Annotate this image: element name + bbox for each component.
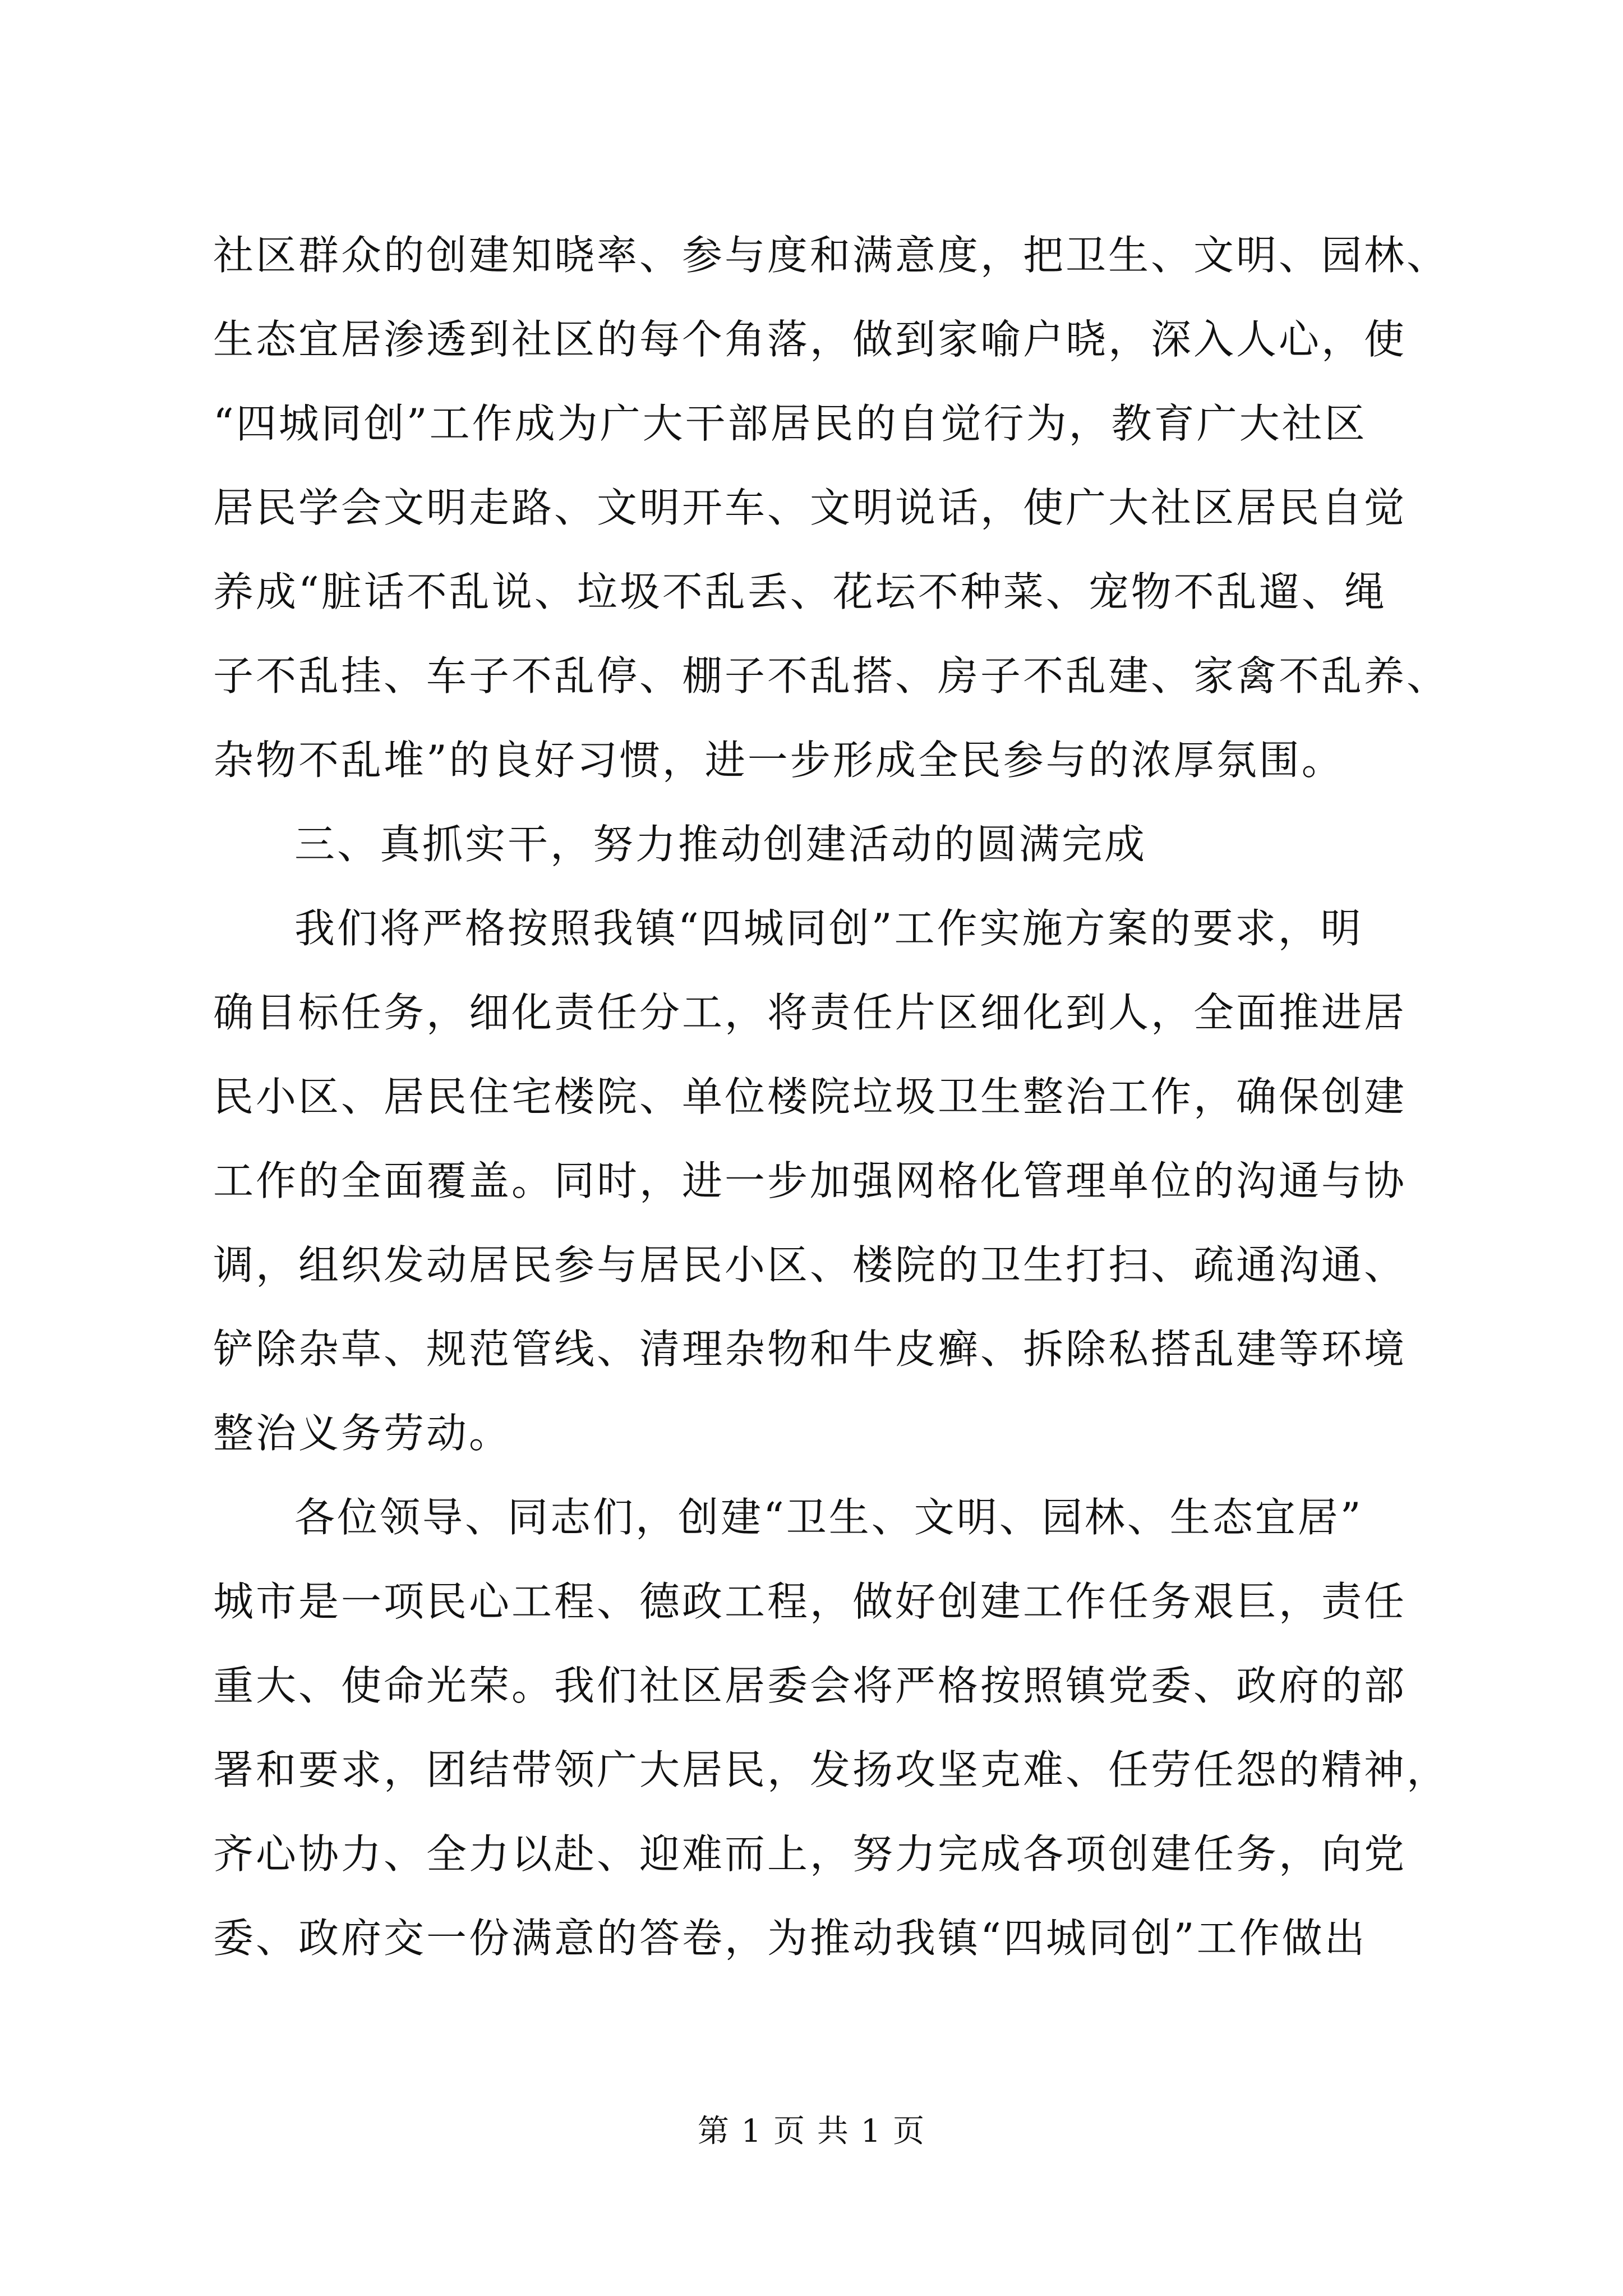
text-line: 工作的全面覆盖。同时，进一步加强网格化管理单位的沟通与协 — [213, 1157, 1407, 1204]
text-line: 民小区、居民住宅楼院、单位楼院垃圾卫生整治工作，确保创建 — [213, 1073, 1407, 1120]
text-line: 居民学会文明走路、文明开车、文明说话，使广大社区居民自觉 — [213, 484, 1407, 531]
text-line: 齐心协力、全力以赴、迎难而上，努力完成各项创建任务，向党 — [213, 1830, 1407, 1878]
page-number-footer: 第 1 页 共 1 页 — [697, 2113, 926, 2150]
text-line: 整治义务劳动。 — [213, 1410, 512, 1457]
text-line: 城市是一项民心工程、德政工程，做好创建工作任务艰巨，责任 — [213, 1578, 1407, 1625]
text-line: 确目标任务，细化责任分工，将责任片区细化到人，全面推进居 — [213, 989, 1407, 1036]
text-line: “四城同创”工作成为广大干部居民的自觉行为，教育广大社区 — [213, 400, 1367, 447]
text-line: 铲除杂草、规范管线、清理杂物和牛皮癣、拆除私搭乱建等环境 — [213, 1326, 1407, 1373]
text-line: 重大、使命光荣。我们社区居委会将严格按照镇党委、政府的部 — [213, 1662, 1407, 1709]
text-line: 杂物不乱堆”的良好习惯，进一步形成全民参与的浓厚氛围。 — [213, 737, 1344, 784]
text-line: 养成“脏话不乱说、垃圾不乱丢、花坛不种菜、宠物不乱遛、绳 — [213, 568, 1387, 615]
paragraph-first-line: 各位领导、同志们，创建“卫生、文明、园林、生态宜居” — [294, 1494, 1363, 1541]
text-line: 生态宜居渗透到社区的每个角落，做到家喻户晓，深入人心，使 — [213, 316, 1407, 363]
paragraph-first-line: 我们将严格按照我镇“四城同创”工作实施方案的要求，明 — [294, 905, 1363, 952]
text-line: 署和要求，团结带领广大居民，发扬攻坚克难、任劳任怨的精神， — [213, 1746, 1450, 1793]
document-body — [213, 213, 1450, 1980]
section-heading: 三、真抓实干，努力推动创建活动的圆满完成 — [294, 821, 1147, 868]
text-line: 调，组织发动居民参与居民小区、楼院的卫生打扫、疏通沟通、 — [213, 1241, 1407, 1289]
text-line: 委、政府交一份满意的答卷，为推动我镇“四城同创”工作做出 — [213, 1915, 1367, 1962]
text-line: 社区群众的创建知晓率、参与度和满意度，把卫生、文明、园林、 — [213, 232, 1450, 279]
text-line: 子不乱挂、车子不乱停、棚子不乱搭、房子不乱建、家禽不乱养、 — [213, 652, 1450, 700]
